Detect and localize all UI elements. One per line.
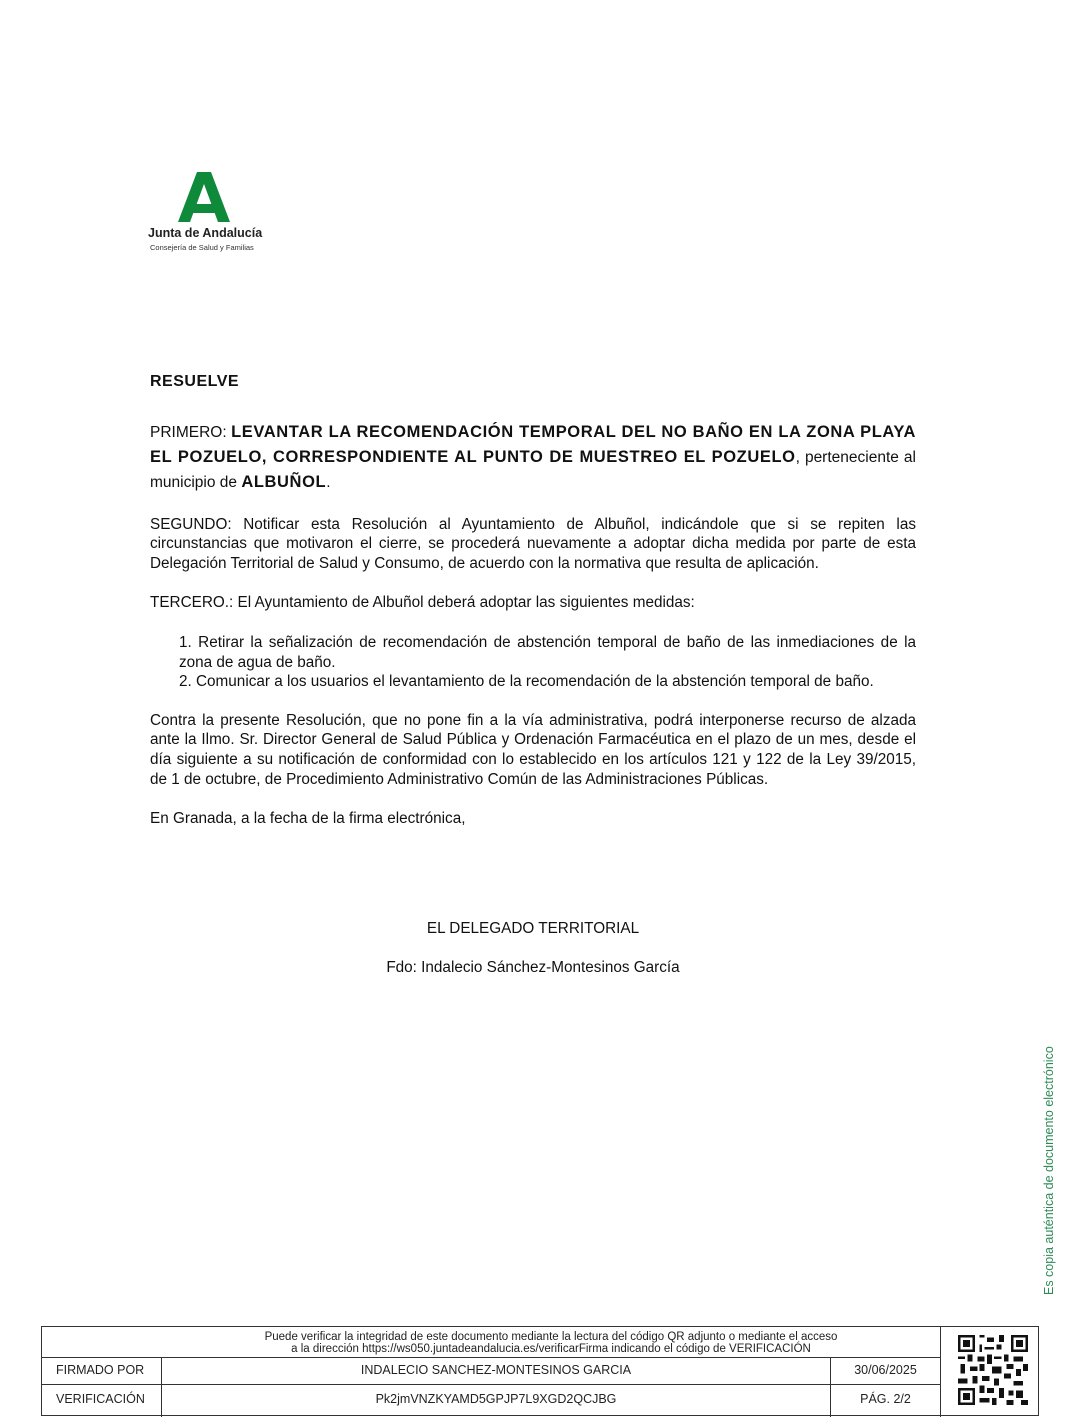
verification-footer [41,1326,1039,1416]
page-number: PÁG. 2/2 [860,1392,911,1406]
primero-paragraph [150,420,916,495]
verification-label: VERIFICACIÓN [56,1392,145,1406]
signature-date: 30/06/2025 [854,1363,917,1377]
primero-bold: LEVANTAR LA RECOMENDACIÓN TEMPORAL DEL NO BAÑO EN LA ZONA PLAYA EL POZUELO, CORRESPONDIENTE AL PUNTO DE MUESTREO EL POZUELO [150,422,917,466]
resolution-body [150,372,916,849]
place-date: En Granada, a la fecha de la firma electrónica, [150,810,466,828]
signer-name: Fdo: Indalecio Sánchez-Montesinos García [386,959,680,976]
divider [42,1357,940,1358]
qr-code-icon[interactable] [958,1335,1028,1405]
andalucia-a-icon [178,170,230,224]
authentic-copy-note: Es copia auténtica de documento electrónico [1042,1046,1056,1295]
list-item: 2. Comunicar a los usuarios el levantamiento de la recomendación de la abstención temporal de baño. [179,673,874,691]
resuelve-heading: RESUELVE [150,373,240,390]
divider [42,1384,940,1385]
signed-by-value: INDALECIO SANCHEZ-MONTESINOS GARCIA [360,1363,632,1377]
list-item: 1. Retirar la señalización de recomendación de abstención temporal de baño de las inmediaciones de la zona de agua de baño. [179,633,916,671]
verification-instructions [162,1331,940,1355]
primero-municipality: ALBUÑOL [241,472,327,491]
verification-code: Pk2jmVNZKYAMD5GPJP7L9XGD2QCJBG [375,1392,617,1406]
segundo-paragraph: SEGUNDO: Notificar esta Resolución al Ayuntamiento de Albuñol, indicándole que si se repiten las circunstancias que motivaron el cierre, se procederá nuevamente a adoptar dicha medida por parte de esta Delegación Territorial de Salud y Consumo, de acuerdo con la normativa que resulta de aplicación. [150,515,916,572]
verification-line-2: a la dirección https://ws050.juntadeandalucia.es/verificarFirma indicando el código de VERIFICACIÓN [291,1343,811,1355]
signed-by-label: FIRMADO POR [56,1363,145,1377]
logo-name: Junta de Andalucía [148,226,263,240]
recurso-paragraph: Contra la presente Resolución, que no pone fin a la vía administrativa, podrá interponerse recurso de alzada ante la Ilmo. Sr. Director General de Salud Pública y Ordenación Farmacéutica en el plazo de un mes, desde el día siguiente a su notificación de conformidad con lo establecido en los artículos 121 y 122 de la Ley 39/2015, de 1 de octubre, de Procedimiento Administrativo Común de las Administraciones Públicas. [150,711,916,788]
primero-end: . [326,473,331,491]
measures-list [179,633,916,692]
logo-subtitle: Consejería de Salud y Familias [150,243,254,252]
primero-prefix: PRIMERO: [150,423,232,441]
verification-line-1: Puede verificar la integridad de este documento mediante la lectura del código QR adjunto o mediante el acceso [264,1331,838,1343]
signer-role: EL DELEGADO TERRITORIAL [426,920,640,937]
tercero-paragraph: TERCERO.: El Ayuntamiento de Albuñol deberá adoptar las siguientes medidas: [150,594,695,612]
divider [940,1327,941,1417]
junta-andalucia-logo [148,170,268,255]
primero-mid: , perteneciente al municipio de [150,448,916,491]
